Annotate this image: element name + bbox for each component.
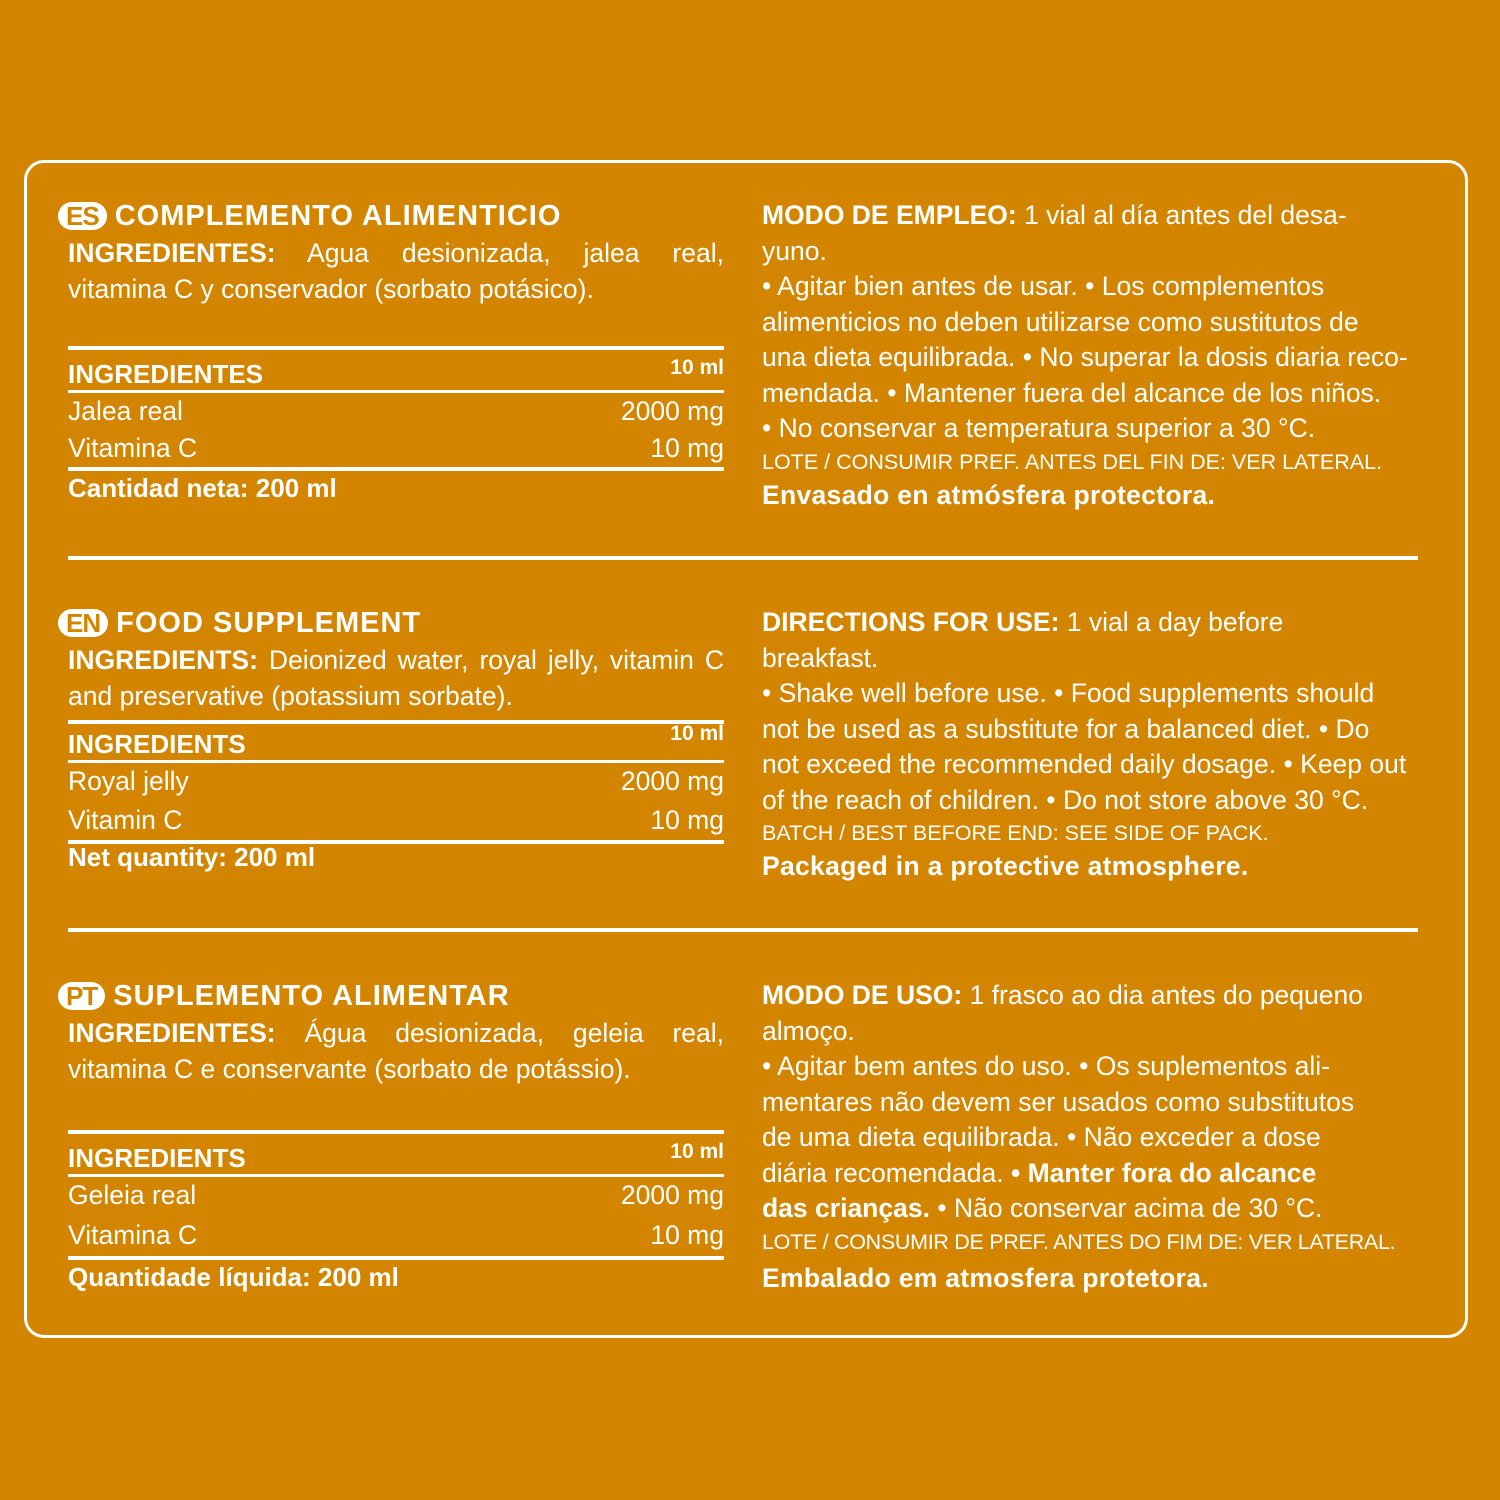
en-row-1-name: Royal jelly: [68, 766, 189, 796]
es-use-label: MODO DE EMPLEO:: [762, 200, 1017, 230]
en-ingredients: [68, 643, 724, 714]
en-row-2-name: Vitamin C: [68, 804, 183, 835]
es-use-line-2: yuno.: [762, 235, 827, 266]
pt-nutrition-table: [68, 1130, 724, 1293]
pt-directions: [762, 978, 1422, 1227]
pt-net-quantity: Quantidade líquida: 200 ml: [68, 1262, 399, 1292]
table-row: [68, 763, 724, 800]
pt-use-line-5: de uma dieta equilibrada. • Não exceder a dose: [762, 1122, 1321, 1152]
en-right-column: [762, 603, 1422, 884]
en-packaged-text: Packaged in a protective atmosphere.: [762, 851, 1249, 881]
en-language-badge: EN: [58, 609, 108, 637]
pt-left-column: [66, 976, 724, 1292]
pt-table-bottom-rule: [68, 1256, 724, 1260]
es-language-badge: ES: [58, 202, 107, 230]
en-row-1-amount: 2000 mg: [620, 766, 724, 796]
en-use-line-6: of the reach of children. • Do not store above 30 °C.: [762, 784, 1369, 815]
es-row-1-amount: 2000 mg: [620, 396, 724, 426]
table-row: [68, 1177, 724, 1214]
section-divider: [68, 556, 1418, 560]
pt-row-2-amount: 10 mg: [650, 1219, 724, 1250]
es-table-header: [68, 350, 724, 390]
en-net-quantity: Net quantity: 200 ml: [68, 842, 316, 872]
pt-title: SUPLEMENTO ALIMENTAR: [113, 979, 510, 1012]
en-use-line-1: 1 vial a day before: [1059, 607, 1284, 637]
es-net-quantity: Cantidad neta: 200 ml: [68, 473, 337, 503]
es-nutrition-table: [68, 346, 724, 504]
es-directions: [762, 198, 1422, 447]
pt-row-2-name: Vitamina C: [68, 1219, 198, 1250]
pt-use-label: MODO DE USO:: [762, 980, 963, 1010]
es-use-line-6: mendada. • Mantener fuera del alcance de los niños.: [762, 377, 1382, 408]
es-use-line-4: alimenticios no deben utilizarse como sustitutos de: [762, 306, 1359, 337]
pt-right-column: [762, 976, 1422, 1296]
pt-ingredients-label: INGREDIENTES:: [68, 1018, 276, 1048]
en-use-label: DIRECTIONS FOR USE:: [762, 607, 1060, 637]
section-divider: [68, 928, 1418, 932]
table-row: [68, 430, 724, 467]
pt-ingredients-text: Água desionizada, geleia real, vitamina C e conservante (sorbato de potássio).: [68, 1018, 724, 1084]
table-row: [68, 800, 724, 840]
es-use-line-1: 1 vial al día antes del desa-: [1016, 200, 1347, 230]
pt-use-line-6-plain: diária recomendada.: [762, 1157, 1011, 1188]
pt-use-line-7-plain: • Não conservar acima de 30 °C.: [929, 1193, 1323, 1223]
en-directions: [762, 605, 1422, 818]
es-use-line-7: • No conservar a temperatura superior a 30 °C.: [762, 413, 1316, 443]
es-packaged-text: Envasado en atmósfera protectora.: [762, 479, 1216, 510]
pt-table-header: [68, 1134, 724, 1174]
pt-packaged-text: Embalado em atmosfera protetora.: [762, 1262, 1209, 1293]
es-table-unit: 10 ml: [670, 356, 724, 379]
en-batch-text: BATCH / BEST BEFORE END: SEE SIDE OF PACK.: [762, 821, 1269, 845]
en-use-line-4: not be used as a substitute for a balanced diet. • Do: [762, 713, 1370, 744]
pt-ingredients: [68, 1016, 724, 1087]
table-row: [68, 1214, 724, 1256]
en-left-column: [66, 603, 724, 872]
es-ingredients-text: Agua desionizada, jalea real, vitamina C y conservador (sorbato potásico).: [68, 238, 724, 304]
es-row-1-name: Jalea real: [68, 396, 183, 426]
es-row-2-name: Vitamina C: [68, 433, 198, 463]
es-right-column: [762, 196, 1422, 513]
en-table-header: [68, 724, 724, 760]
pt-table-header-label: INGREDIENTS: [68, 1143, 246, 1173]
es-row-2-amount: 10 mg: [650, 433, 724, 463]
pt-table-unit: 10 ml: [670, 1140, 724, 1163]
pt-row-1-amount: 2000 mg: [620, 1180, 724, 1210]
es-title-row: [58, 196, 724, 236]
pt-row-1-name: Geleia real: [68, 1180, 197, 1210]
table-row: [68, 393, 724, 430]
en-ingredients-text: Deionized water, royal jelly, vitamin C and preservative (potassium sorbate).: [68, 645, 724, 711]
es-use-line-3: • Agitar bien antes de usar. • Los complementos: [762, 271, 1325, 301]
pt-lot-text: LOTE / CONSUMIR DE PREF. ANTES DO FIM DE: VER LATERAL.: [762, 1229, 1396, 1254]
pt-language-badge: PT: [58, 982, 105, 1010]
en-use-line-5: not exceed the recommended daily dosage. • Keep out: [762, 749, 1407, 779]
es-left-column: [66, 196, 724, 503]
es-ingredients-label: INGREDIENTES:: [68, 238, 276, 268]
en-use-line-2: breakfast.: [762, 642, 879, 673]
pt-use-line-2: almoço.: [762, 1015, 855, 1046]
en-row-2-amount: 10 mg: [650, 804, 724, 835]
pt-use-line-3: • Agitar bem antes do uso. • Os suplementos ali-: [762, 1051, 1330, 1081]
en-table-header-label: INGREDIENTS: [68, 729, 246, 759]
es-title: COMPLEMENTO ALIMENTICIO: [114, 199, 562, 232]
pt-use-line-4: mentares não devem ser usados como substitutos: [762, 1086, 1355, 1117]
en-use-line-3: • Shake well before use. • Food supplements should: [762, 678, 1375, 708]
es-ingredients: [68, 236, 724, 307]
es-lot-text: LOTE / CONSUMIR PREF. ANTES DEL FIN DE: VER LATERAL.: [762, 449, 1383, 474]
pt-title-row: [58, 976, 724, 1016]
es-table-bottom-rule: [68, 467, 724, 471]
pt-use-line-1: 1 frasco ao dia antes do pequeno: [962, 980, 1363, 1010]
pt-use-line-7-bold: das crianças.: [762, 1193, 930, 1223]
en-nutrition-table: [68, 720, 724, 873]
en-title-row: [58, 603, 724, 643]
en-table-unit: 10 ml: [670, 722, 724, 745]
pt-use-line-6-bold: • Manter fora do alcance: [1010, 1157, 1317, 1188]
en-ingredients-label: INGREDIENTS:: [68, 645, 258, 675]
es-table-header-label: INGREDIENTES: [68, 359, 264, 389]
es-use-line-5: una dieta equilibrada. • No superar la dosis diaria reco-: [762, 342, 1408, 372]
en-title: FOOD SUPPLEMENT: [116, 606, 422, 639]
